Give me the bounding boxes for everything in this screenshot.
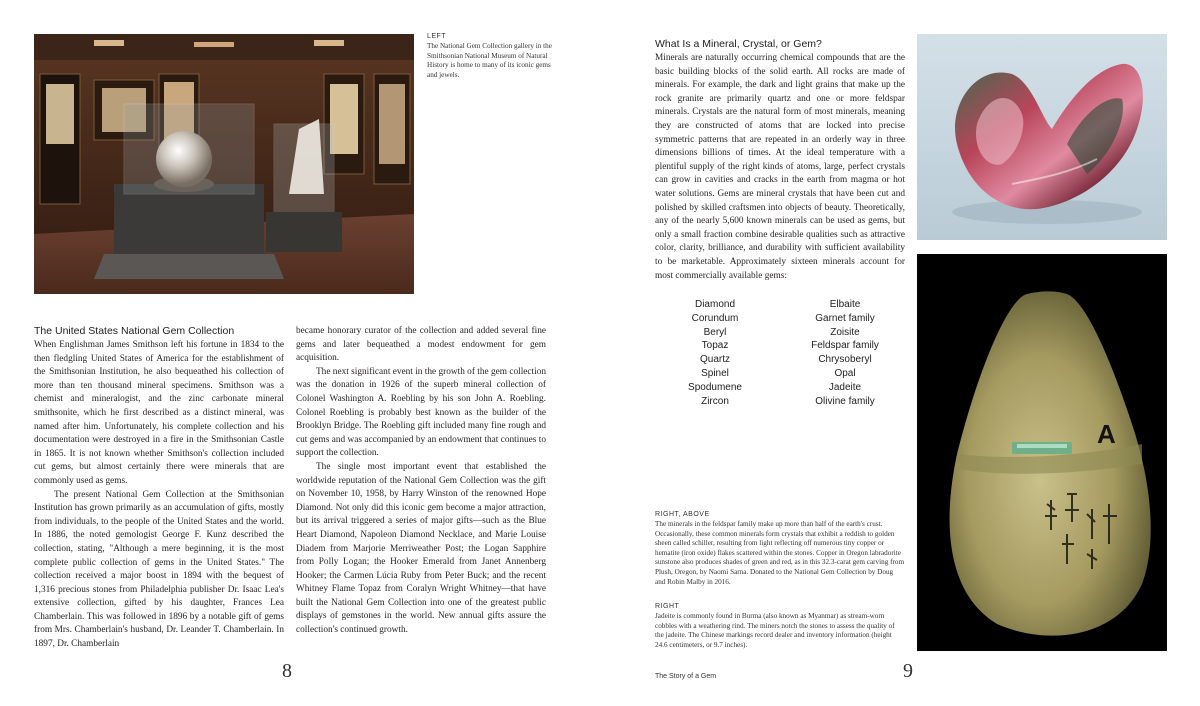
caption-right: Jadeite is commonly found in Burma (also known as Myanmar) as stream-worn cobbles with a weathering rind. The miners notch the stones to assess the quality of the jadeite. The Chinese markings record dealer and inventory information (height 24.6 centimeters, or 9.7 inches). <box>655 612 895 649</box>
body-column-right <box>655 52 905 283</box>
section-heading-gem-collection: The United States National Gem Collection <box>34 325 235 337</box>
paragraph: The next significant event in the growth of the gem collection was the donation in 1926 of the superb mineral collection of Colonel Washington A. Roebling by his son John A. Roebling. Colonel Roebling is probably best known as the builder of the Brooklyn Bridge. The Roebling gift included many fine rough and cut gems and was accompanied by an endowment that continues to support the collection. <box>296 366 546 459</box>
list-item: Opal <box>834 367 856 379</box>
list-item: Jadeite <box>828 381 862 393</box>
list-item: Beryl <box>703 326 727 338</box>
section-heading-mineral: What Is a Mineral, Crystal, or Gem? <box>655 38 822 50</box>
gem-list-column-2 <box>785 298 905 408</box>
list-item: Corundum <box>691 312 739 324</box>
caption-left: The National Gem Collection gallery in the Smithsonian National Museum of Natural History is home to many of its iconic gems and jewels. <box>427 42 552 79</box>
gem-list-column-1 <box>670 298 760 408</box>
caption-label-left: LEFT <box>427 33 447 40</box>
list-item: Zoisite <box>830 326 860 338</box>
page-number-right: 9 <box>903 660 913 682</box>
caption-right-above: The minerals in the feldspar family make up more than half of the earth's crust. Occasionally, these common minerals form crystals that exhibit a reddish to golden sheen called schiller, resulting from light reflecting off numerous tiny copper or hematite (iron oxide) flakes scattered within the stones. Copper in Oregon labradorite sunstone also produces shades of green and red, as in this 32.3-carat gem carving from Plush, Oregon, by Naomi Sarna. Donated to the National Gem Collection by Doug and Robin Malby in 2016. <box>655 520 905 586</box>
sunstone-carving-photo <box>917 34 1167 240</box>
caption-label-right: RIGHT <box>655 603 680 610</box>
caption-label-right-above: RIGHT, ABOVE <box>655 511 710 518</box>
gallery-photo <box>34 34 414 294</box>
list-item: Olivine family <box>815 395 875 407</box>
list-item: Quartz <box>699 354 730 366</box>
list-item: Zircon <box>701 395 729 407</box>
list-item: Spinel <box>701 367 729 379</box>
page-number-left: 8 <box>282 660 292 682</box>
list-item: Diamond <box>694 299 736 310</box>
paragraph: became honorary curator of the collection and added several fine gems and later bequeathed a modest endowment for gem acquisition. <box>296 326 546 364</box>
jade-marking-letter: A <box>1097 419 1116 449</box>
running-head: The Story of a Gem <box>655 673 717 680</box>
list-item: Feldspar family <box>811 340 879 352</box>
list-item: Elbaite <box>829 299 861 310</box>
list-item: Chrysoberyl <box>818 354 872 366</box>
paragraph: Minerals are naturally occurring chemical compounds that are the basic building blocks of the solid earth. All rocks are made of minerals. For example, the dark and light grains that make up the rock granite are primarily quartz and one or more feldspar minerals. Crystals are the natural form of most minerals, meaning they are constructed of atoms that are locked into precise symmetric patterns that are repeated in an orderly way in three dimensions billions of times. At the ideal temperature with a plentiful supply of the right kinds of atoms, large, perfect crystals can grow in cavities and cracks in the earth from magma or hot water solutions. Gems are mineral crystals that have been cut and polished by skilled craftsmen into objects of beauty. Theoretically, any of the nearly 5,600 known minerals can be used as gems, but only a small fraction combine desirable qualities such as attractive color, clarity, brilliance, and durability with sufficient availability to be marketable. Approximately sixteen minerals account for most commercially available gems: <box>655 53 905 281</box>
paragraph: When Englishman James Smithson left his fortune in 1834 to the then fledgling United States of America for the establishment of the Smithsonian Institution, he also bequeathed his collection of more than ten thousand mineral specimens. Smithson was a chemist and mineralogist, and the zinc carbonate mineral smithsonite, which he first described as a distinct mineral, was named after him. Unfortunately, his complete collection and his documentation were destroyed in a fire in the Smithsonian Castle in 1865. It is not known whether Smithson's collection included cut gems, but almost certainly there were minerals that are commonly used as gems. <box>34 340 284 486</box>
jadeite-cobble-photo <box>917 254 1167 651</box>
list-item: Garnet family <box>815 312 875 324</box>
paragraph: The single most important event that established the worldwide reputation of the National Gem Collection was the gift on November 10, 1958, by Harry Winston of the renowned Hope Diamond. Not only did this iconic gem become a major attraction, but its arrival triggered a series of major gifts—such as the Blue Heart Diamond, Napoleon Diamond Necklace, and Marie Louise Diadem from Marjorie Merriweather Post; the Logan Sapphire from Polly Logan; the Hooker Emerald from Janet Annenberg Hooker; the Carmen Lúcia Ruby from Peter Buck; and the recent Whitney Flame Topaz from Coralyn Wright Whitney—that have built the National Gem Collection into one of the greatest public displays of gemstones in the world. New annual gifts assure the collection's continued growth. <box>296 461 546 636</box>
list-item: Topaz <box>701 340 729 352</box>
list-item: Spodumene <box>688 381 742 393</box>
body-column-1 <box>34 339 284 652</box>
paragraph: The present National Gem Collection at the Smithsonian Institution has grown primarily as an accumulation of gifts, mostly from individuals, to the people of the United States and the world. In 1886, the noted gemologist George F. Kunz described the collection, stating, "Although a mere beginning, it is the most complete public collection of gems in the United States." The collection received a major boost in 1894 with the bequest of 1,316 precious stones from Philadelphia publisher Dr. Isaac Lea's extensive collection, gifted by his daughter, Frances Lea Chamberlain. This was followed in 1896 by a notable gift of gems from Mrs. Chamberlain's husband, Dr. Leander T. Chamberlain. In 1897, Dr. Chamberlain <box>34 489 284 650</box>
body-column-2 <box>296 325 546 638</box>
